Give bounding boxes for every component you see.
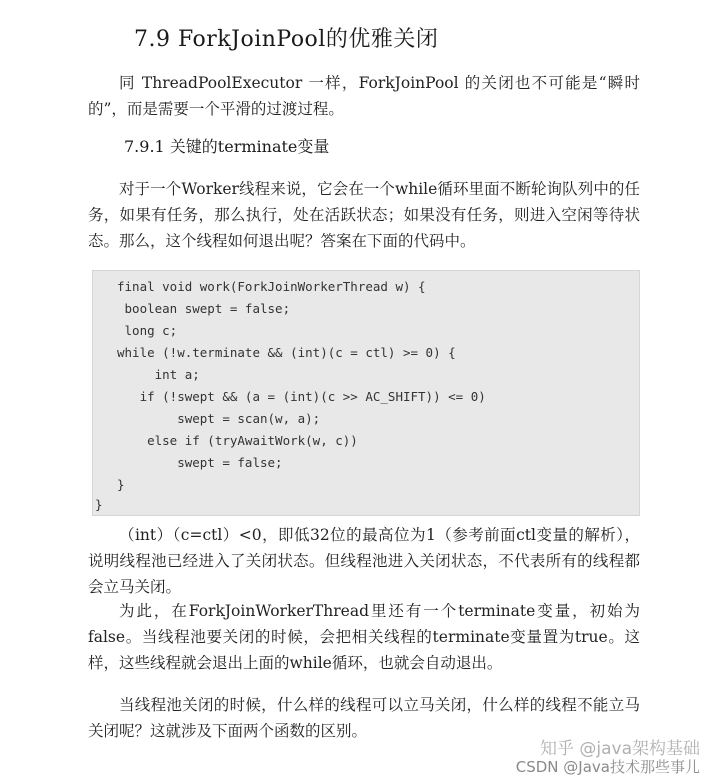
code-line: else if (tryAwaitWork(w, c)): [117, 433, 358, 448]
intro-paragraph: 同 ThreadPoolExecutor 一样，ForkJoinPool 的关闭也不可能是“瞬时的”，而是需要一个平滑的过渡过程。: [88, 74, 640, 118]
paragraph-ctl-explanation: （int）（c=ctl）<0，即低32位的最高位为1（参考前面ctl变量的解析），说明线程池已经进入了关闭状态。但线程池进入关闭状态，不代表所有的线程都会立马关闭。: [88, 526, 640, 596]
paragraph-terminate-variable: 为此，在ForkJoinWorkerThread里还有一个terminate变量，初始为false。当线程池要关闭的时候，会把相关线程的terminate变量置为true。这样，这些线程就会退出上面的while循环，也就会自动退出。: [88, 602, 640, 672]
code-line: int a;: [117, 367, 200, 382]
code-line: boolean swept = false;: [117, 301, 291, 316]
subsection-title: 7.9.1 关键的terminate变量: [124, 137, 330, 156]
paragraph-worker-loop: 对于一个Worker线程来说，它会在一个while循环里面不断轮询队列中的任务，如果有任务，那么执行，处在活跃状态；如果没有任务，则进入空闲等待状态。那么，这个线程如何退出呢？答案在下面的代码中。: [88, 180, 640, 250]
code-line: }: [95, 497, 103, 512]
code-block: [92, 270, 640, 516]
csdn-watermark: CSDN @Java技术那些事儿: [515, 758, 700, 776]
paragraph-closing-question: 当线程池关闭的时候，什么样的线程可以立马关闭，什么样的线程不能立马关闭呢？这就涉及下面两个函数的区别。: [88, 696, 640, 740]
code-line: }: [117, 477, 125, 492]
code-line: swept = false;: [117, 455, 283, 470]
code-line: while (!w.terminate && (int)(c = ctl) >= 0) {: [117, 345, 456, 360]
zhihu-watermark: 知乎 @java架构基础: [539, 739, 700, 759]
code-line: swept = scan(w, a);: [117, 411, 321, 426]
code-line: if (!swept && (a = (int)(c >> AC_SHIFT)) <= 0): [117, 389, 486, 404]
code-line: final void work(ForkJoinWorkerThread w) {: [117, 279, 426, 294]
code-line: long c;: [117, 323, 178, 338]
section-title: 7.9 ForkJoinPool的优雅关闭: [134, 27, 439, 52]
